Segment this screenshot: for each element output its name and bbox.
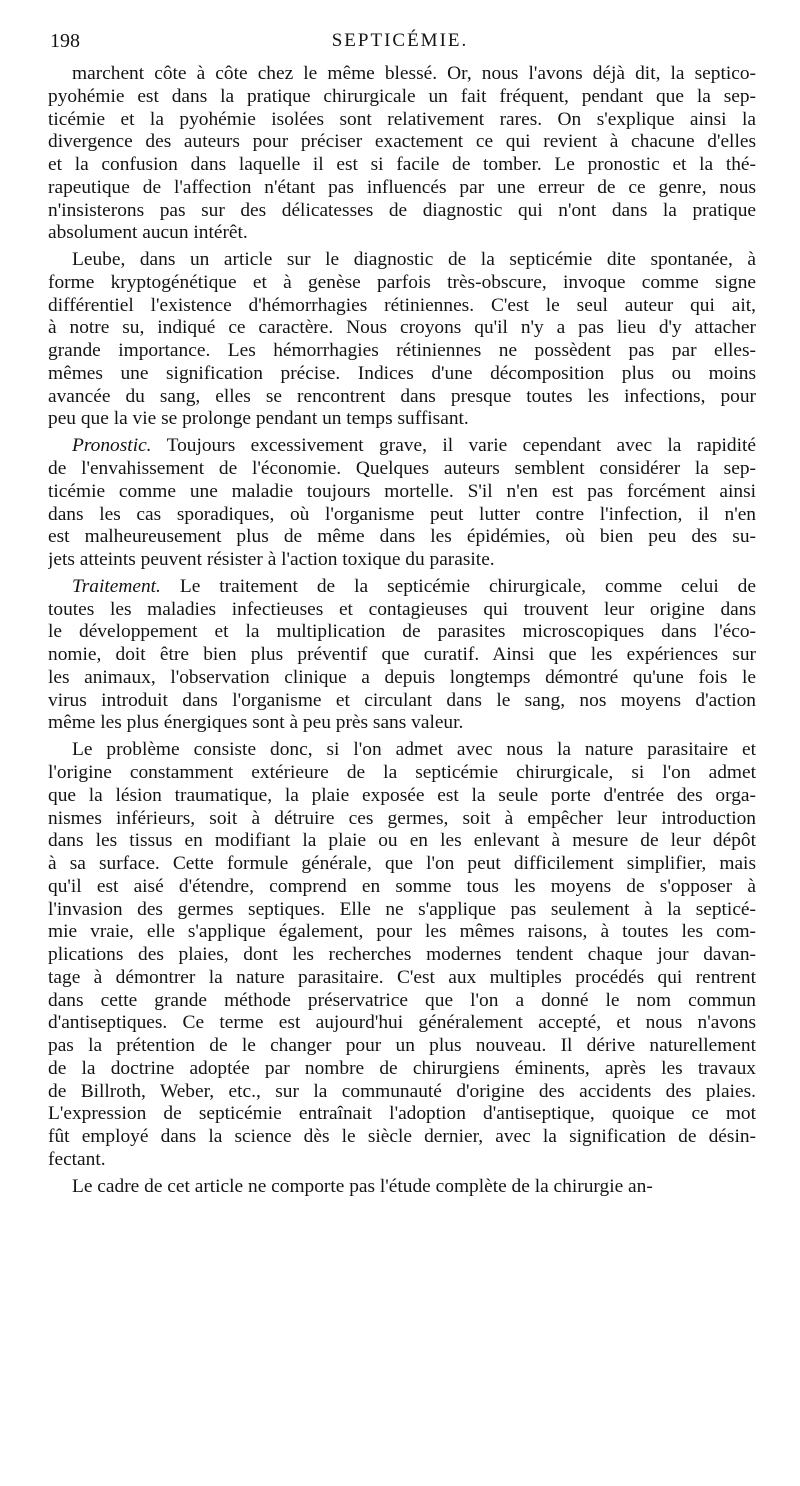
line-text: jets atteints peuvent résister à l'action toxique du parasite. xyxy=(48,549,495,571)
running-title: SEPTICÉMIE. xyxy=(331,30,469,51)
text-line xyxy=(48,1103,756,1126)
line-text: Le cadre de cet article ne comporte pas l'étude complète de la chirurgie an- xyxy=(72,1175,653,1197)
line-text: les animaux, l'observation clinique a depuis longtemps démontré qu'une fois le xyxy=(48,666,756,688)
line-text: dans les cas sporadiques, où l'organisme peut lutter contre l'infection, il n'en xyxy=(48,503,756,525)
line-text: virus introduit dans l'organisme et circulant dans le sang, nos moyens d'action xyxy=(48,689,756,711)
line-text: forme kryptogénétique et à genèse parfois très-obscure, invoque comme signe xyxy=(48,271,756,293)
line-text: dans les tissus en modifiant la plaie ou en les enlevant à mesure de leur dépôt xyxy=(48,830,756,852)
line-text: même les plus énergiques sont à peu près sans valeur. xyxy=(48,712,464,734)
line-text: grande importance. Les hémorrhagies rétiniennes ne possèdent pas par elles- xyxy=(48,340,756,362)
line-text: et la confusion dans laquelle il est si facile de tomber. Le pronostic et la thé- xyxy=(48,154,756,176)
text-line xyxy=(48,599,756,622)
line-text: dans cette grande méthode préservatrice que l'on a donné le nom commun xyxy=(48,989,756,1011)
page-number: 198 xyxy=(50,30,80,52)
text-line xyxy=(48,644,756,667)
text-line xyxy=(48,526,756,549)
text-line xyxy=(48,1012,756,1035)
line-text: qu'il est aisé d'étendre, comprend en somme tous les moyens de s'opposer à xyxy=(48,875,756,897)
text-line xyxy=(48,1126,756,1149)
line-text: divergence des auteurs pour préciser exactement ce qui revient à chacune d'elles xyxy=(48,131,756,153)
text-line xyxy=(48,690,756,713)
line-text: avancée du sang, elles se rencontrent dans presque toutes les infections, pour xyxy=(48,385,756,407)
text-line xyxy=(48,154,756,177)
line-text: L'expression de septicémie entraînait l'adoption d'antiseptique, quoique ce mot xyxy=(48,1103,756,1125)
text-line xyxy=(48,944,756,967)
text-line xyxy=(48,899,756,922)
line-text: mie vraie, elle s'applique également, pour les mêmes raisons, à toutes les com- xyxy=(48,921,756,943)
line-text: absolument aucun intérêt. xyxy=(48,222,248,244)
text-line xyxy=(48,109,756,132)
paragraph-heading: Pronostic. xyxy=(72,435,152,457)
text-line xyxy=(48,1149,756,1172)
line-text: nomie, doit être bien plus préventif que curatif. Ainsi que les expériences sur xyxy=(48,644,756,666)
line-text: d'antiseptiques. Ce terme est aujourd'hui généralement accepté, et nous n'avons xyxy=(48,1012,756,1034)
text-line xyxy=(48,272,756,295)
text-line xyxy=(48,295,756,318)
text-line xyxy=(48,549,756,572)
line-text: Toujours excessivement grave, il varie cependant avec la rapidité xyxy=(166,435,756,457)
text-line xyxy=(48,481,756,504)
text-line xyxy=(48,386,756,409)
text-line xyxy=(48,222,756,245)
text-line xyxy=(48,363,756,386)
line-text: Le traitement de la septicémie chirurgicale, comme celui de xyxy=(179,575,756,597)
running-head xyxy=(50,30,750,56)
text-line xyxy=(48,921,756,944)
line-text: nismes inférieurs, soit à détruire ces germes, soit à empêcher leur introduction xyxy=(48,807,756,829)
body-text xyxy=(48,63,756,1199)
text-line xyxy=(48,1058,756,1081)
text-line xyxy=(48,1176,756,1199)
text-line xyxy=(48,808,756,831)
text-line xyxy=(48,249,756,272)
text-line xyxy=(48,762,756,785)
line-text: est malheureusement plus de même dans les épidémies, où bien peu des su- xyxy=(48,526,756,548)
line-text: Le problème consiste donc, si l'on admet avec nous la nature parasitaire et xyxy=(72,739,756,761)
text-line xyxy=(48,667,756,690)
text-line xyxy=(48,830,756,853)
text-line xyxy=(48,1081,756,1104)
line-text: pas la prétention de le changer pour un plus nouveau. Il dérive naturellement xyxy=(48,1035,756,1057)
text-line xyxy=(48,63,756,86)
line-text: marchent côte à côte chez le même blessé. Or, nous l'avons déjà dit, la septico- xyxy=(72,63,756,84)
text-line xyxy=(48,458,756,481)
text-line xyxy=(48,853,756,876)
text-line xyxy=(48,785,756,808)
text-line xyxy=(48,576,756,599)
text-line xyxy=(48,177,756,200)
line-text: tage à démontrer la nature parasitaire. C'est aux multiples procédés qui rentrent xyxy=(48,966,756,988)
line-text: pyohémie est dans la pratique chirurgicale un fait fréquent, pendant que la sep- xyxy=(48,85,756,107)
line-text: de l'envahissement de l'économie. Quelques auteurs semblent considérer la sep- xyxy=(48,458,756,480)
text-line xyxy=(48,739,756,762)
line-text: toutes les maladies infectieuses et contagieuses qui trouvent leur origine dans xyxy=(48,598,756,620)
text-line xyxy=(48,621,756,644)
line-text: Leube, dans un article sur le diagnostic de la septicémie dite spontanée, à xyxy=(72,249,756,271)
line-text: l'origine constamment extérieure de la septicémie chirurgicale, si l'on admet xyxy=(48,761,756,783)
paragraph-heading: Traitement. xyxy=(72,575,161,597)
line-text: que la lésion traumatique, la plaie exposée est la seule porte d'entrée des orga- xyxy=(48,784,756,806)
line-text: de Billroth, Weber, etc., sur la communauté d'origine des accidents des plaies. xyxy=(48,1080,756,1102)
text-line xyxy=(48,200,756,223)
text-line xyxy=(48,340,756,363)
line-text: n'insisterons pas sur des délicatesses de diagnostic qui n'ont dans la pratique xyxy=(48,199,756,221)
line-text: ticémie comme une maladie toujours mortelle. S'il n'en est pas forcément ainsi xyxy=(48,480,756,502)
text-line xyxy=(48,990,756,1013)
line-text: fût employé dans la science dès le siècle dernier, avec la signification de désin- xyxy=(48,1126,756,1148)
line-text: plications des plaies, dont les recherches modernes tendent chaque jour davan- xyxy=(48,944,756,966)
line-text: rapeutique de l'affection n'étant pas influencés par une erreur de ce genre, nous xyxy=(48,176,756,198)
text-line xyxy=(48,967,756,990)
line-text: différentiel l'existence d'hémorrhagies rétiniennes. C'est le seul auteur qui ait, xyxy=(48,294,756,316)
text-line xyxy=(48,131,756,154)
text-line xyxy=(48,408,756,431)
line-text: de la doctrine adoptée par nombre de chirurgiens éminents, après les travaux xyxy=(48,1057,756,1079)
line-text: ticémie et la pyohémie isolées sont relativement rares. On s'explique ainsi la xyxy=(48,108,756,130)
text-line xyxy=(48,435,756,458)
line-text: mêmes une signification précise. Indices d'une décomposition plus ou moins xyxy=(48,362,756,384)
text-line xyxy=(48,86,756,109)
text-line xyxy=(48,712,756,735)
text-line xyxy=(48,1035,756,1058)
text-line xyxy=(48,317,756,340)
line-text: à notre su, indiqué ce caractère. Nous croyons qu'il n'y a pas lieu d'y attacher xyxy=(48,317,756,339)
line-text: peu que la vie se prolonge pendant un temps suffisant. xyxy=(48,408,469,430)
line-text: à sa surface. Cette formule générale, que l'on peut difficilement simplifier, mais xyxy=(48,853,756,875)
text-line xyxy=(48,876,756,899)
line-text: fectant. xyxy=(48,1148,106,1170)
line-text: l'invasion des germes septiques. Elle ne s'applique pas seulement à la septicé- xyxy=(48,898,756,920)
line-text: le développement et la multiplication de parasites microscopiques dans l'éco- xyxy=(48,621,756,643)
text-line xyxy=(48,504,756,527)
